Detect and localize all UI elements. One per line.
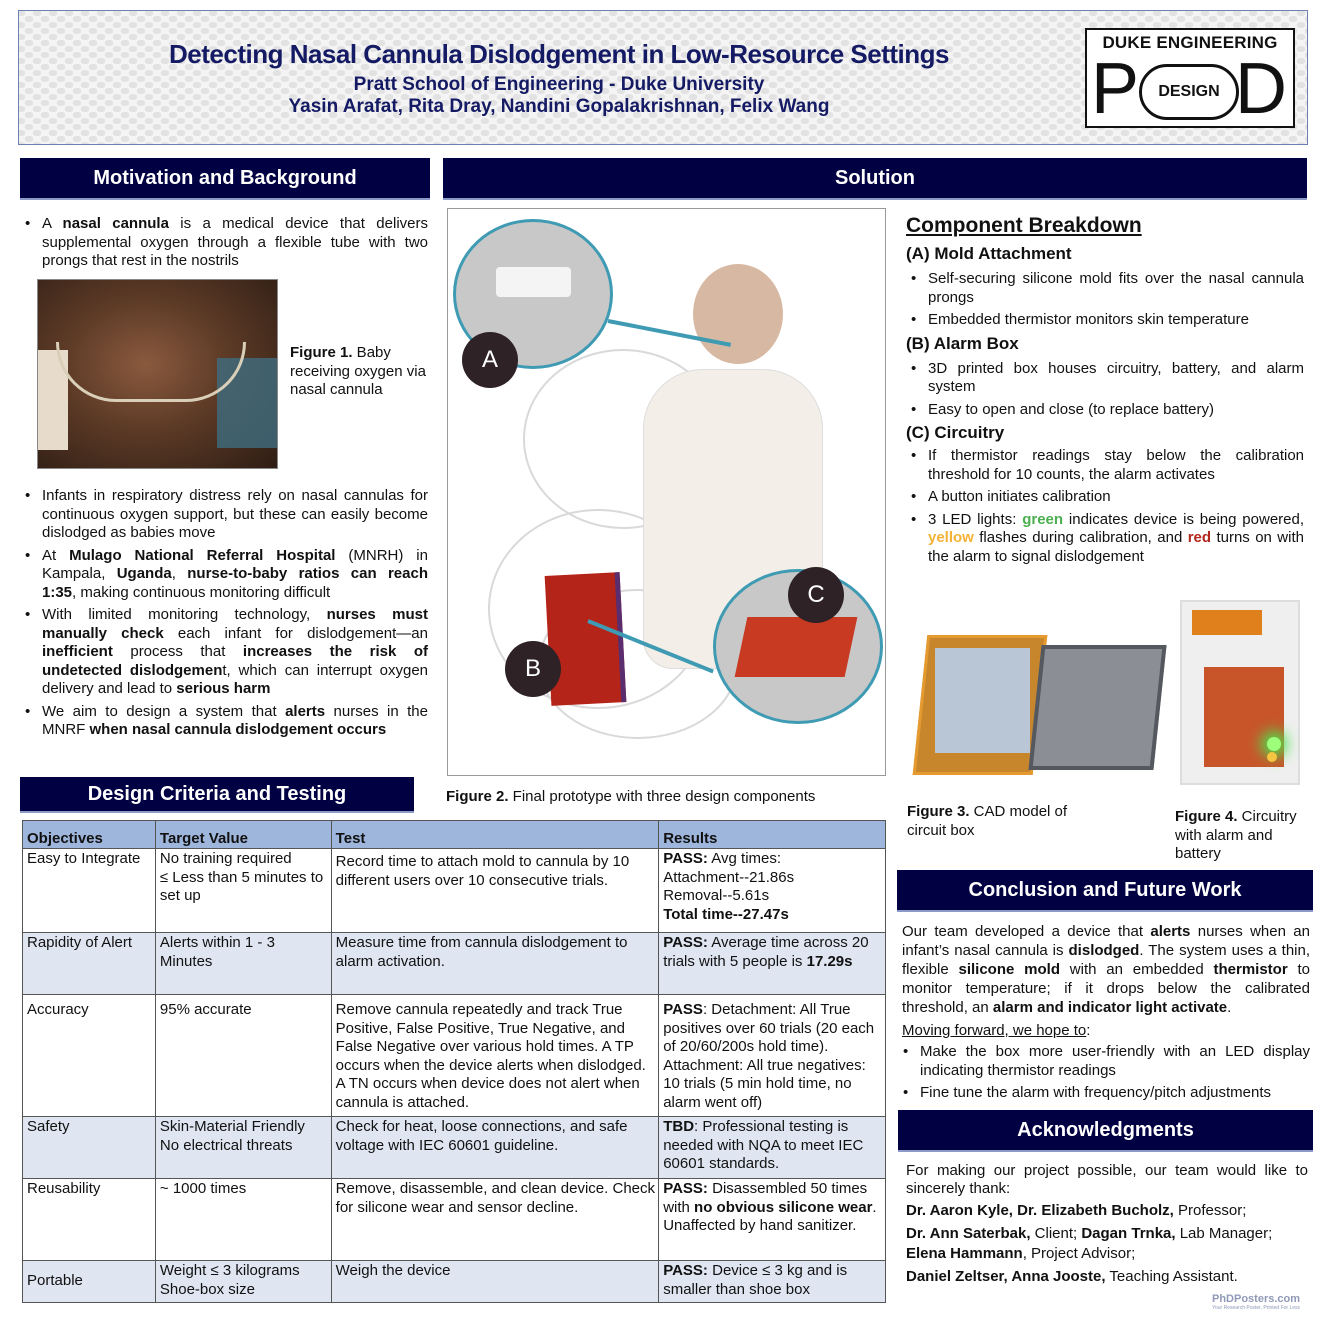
test-cell: Weigh the device xyxy=(331,1261,659,1303)
component-c-items xyxy=(906,447,1304,566)
section-header-conclusion: Conclusion and Future Work xyxy=(897,870,1313,912)
phdposters-logo: PhDPosters.com Your Research Poster, Printed For Less xyxy=(1212,1293,1301,1311)
target-cell: Weight ≤ 3 kilograms Shoe-box size xyxy=(155,1261,331,1303)
cad-model-image xyxy=(905,620,1160,780)
logo-pill: DESIGN xyxy=(1139,64,1239,120)
objective-cell: Reusability xyxy=(23,1179,156,1261)
result-cell: PASS: Device ≤ 3 kg and is smaller than shoe box xyxy=(659,1261,886,1303)
logo-p: P xyxy=(1091,49,1140,129)
list-item: • 3 LED lights: green indicates device is being powered, yellow flashes during calibration, and red turns on with the alarm to signal dislodgement xyxy=(906,511,1304,567)
ack-line: Dr. Aaron Kyle, Dr. Elizabeth Bucholz, Professor; xyxy=(906,1202,1247,1219)
table-row xyxy=(23,1179,886,1261)
logo-text: DUKE ENGINEERING xyxy=(1102,33,1278,52)
section-header-acknowledgments: Acknowledgments xyxy=(898,1110,1313,1152)
test-cell: Remove cannula repeatedly and track True Positive, False Positive, True Negative, and False Negative over various hold times. A TP occurs when the device alerts when dislodged. A TN occurs when device does not alert when cannula is attached. xyxy=(331,995,659,1117)
ack-line: Dr. Ann Saterbak, Client; Dagan Trnka, Lab Manager; xyxy=(906,1225,1273,1242)
target-cell: 95% accurate xyxy=(155,995,331,1117)
circuitry-photo xyxy=(1180,600,1300,785)
component-breakdown-title: Component Breakdown xyxy=(906,214,1142,237)
column-header: Test xyxy=(331,821,659,849)
target-cell: No training required ≤ Less than 5 minutes to set up xyxy=(155,849,331,933)
target-cell: Alerts within 1 - 3 Minutes xyxy=(155,933,331,995)
test-cell: Record time to attach mold to cannula by 10 different users over 10 consecutive trials. xyxy=(331,849,659,933)
figure1-caption: Figure 1. Baby receiving oxygen via nasal cannula xyxy=(290,344,426,398)
list-item: • With limited monitoring technology, nurses must manually check each infant for dislodgement—an inefficient process that increases the risk of undetected dislodgement, which can interrupt oxygen delivery and lead to serious harm xyxy=(20,606,428,699)
motivation-bullets xyxy=(20,487,428,744)
acknowledgments-intro: For making our project possible, our team would like to sincerely thank: xyxy=(906,1162,1308,1197)
table-row xyxy=(23,1261,886,1303)
target-cell: Skin-Material Friendly No electrical threats xyxy=(155,1117,331,1179)
column-header: Objectives xyxy=(23,821,156,849)
column-header: Results xyxy=(659,821,886,849)
component-title: (C) Circuitry xyxy=(906,423,1005,442)
table-row xyxy=(23,933,886,995)
duke-design-pod-logo xyxy=(1085,28,1295,128)
list-item: • A nasal cannula is a medical device that delivers supplemental oxygen through a flexible tube with two prongs that rest in the nostrils xyxy=(20,215,428,271)
title-banner xyxy=(18,10,1308,145)
list-item: • We aim to design a system that alerts nurses in the MNRF when nasal cannula dislodgement occurs xyxy=(20,703,428,740)
table-row xyxy=(23,849,886,933)
affiliation: Pratt School of Engineering - Duke University xyxy=(353,74,765,95)
baby-cannula-photo xyxy=(37,279,278,469)
component-title: (B) Alarm Box xyxy=(906,333,1019,353)
list-item: • Infants in respiratory distress rely on nasal cannulas for continuous oxygen support, but these can easily become dislodged as babies move xyxy=(20,487,428,543)
list-item: • Make the box more user-friendly with an LED display indicating thermistor readings xyxy=(898,1043,1310,1080)
marker-b: B xyxy=(505,641,561,697)
ack-line: Elena Hammann, Project Advisor; xyxy=(906,1245,1136,1262)
list-item: • If thermistor readings stay below the calibration threshold for 10 counts, the alarm activates xyxy=(906,447,1304,484)
component-list xyxy=(906,244,1304,570)
list-item: • 3D printed box houses circuitry, battery, and alarm system xyxy=(906,360,1304,397)
list-item: • At Mulago National Referral Hospital (MNRH) in Kampala, Uganda, nurse-to-baby ratios can reach 1:35, making continuous monitoring difficult xyxy=(20,547,428,603)
list-item: • A button initiates calibration xyxy=(906,488,1304,507)
result-cell: PASS: Avg times: Attachment--21.86s Removal--5.61s Total time--27.47s xyxy=(659,849,886,933)
column-header: Target Value xyxy=(155,821,331,849)
result-cell: TBD: Professional testing is needed with NQA to meet IEC 60601 standards. xyxy=(659,1117,886,1179)
marker-c: C xyxy=(788,567,844,623)
target-cell: ~ 1000 times xyxy=(155,1179,331,1261)
test-cell: Measure time from cannula dislodgement to alarm activation. xyxy=(331,933,659,995)
table-row xyxy=(23,995,886,1117)
component-a-items xyxy=(906,270,1304,330)
conclusion-body: Our team developed a device that alerts nurses when an infant’s nasal cannula is dislodged. The system uses a thin, flexible silicone mold with an embedded thermistor to monitor temperature; if it drops below the calibrated threshold, an alarm and indicator light activate. xyxy=(902,923,1310,1016)
objective-cell: Easy to Integrate xyxy=(23,849,156,933)
result-cell: PASS: Detachment: All True positives over 60 trials (20 each of 20/60/200s hold time). Attachment: All true negatives: 10 trials (5 min hold time, no alarm went off) xyxy=(659,995,886,1117)
result-cell: PASS: Disassembled 50 times with no obvious silicone wear. Unaffected by hand sanitizer. xyxy=(659,1179,886,1261)
future-work-label: Moving forward, we hope to: xyxy=(902,1022,1091,1039)
ack-line: Daniel Zeltser, Anna Jooste, Teaching Assistant. xyxy=(906,1268,1238,1285)
acknowledgments-list xyxy=(906,1201,1308,1287)
section-header-motivation: Motivation and Background xyxy=(20,158,430,200)
section-header-solution: Solution xyxy=(443,158,1307,200)
component-b-items xyxy=(906,360,1304,420)
list-item: • Self-securing silicone mold fits over the nasal cannula prongs xyxy=(906,270,1304,307)
list-item: • Embedded thermistor monitors skin temperature xyxy=(906,311,1304,330)
poster-title: Detecting Nasal Cannula Dislodgement in Low-Resource Settings xyxy=(169,39,949,69)
prototype-photo xyxy=(447,208,886,776)
motivation-intro xyxy=(20,215,428,275)
result-cell: PASS: Average time across 20 trials with 5 people is 17.29s xyxy=(659,933,886,995)
list-item: • Easy to open and close (to replace battery) xyxy=(906,401,1304,420)
logo-d: D xyxy=(1235,49,1287,129)
test-cell: Remove, disassemble, and clean device. Check for silicone wear and sensor decline. xyxy=(331,1179,659,1261)
section-header-criteria: Design Criteria and Testing xyxy=(20,777,414,813)
table-row xyxy=(23,1117,886,1179)
design-criteria-table xyxy=(22,820,886,1303)
table-header-row xyxy=(23,821,886,849)
objective-cell: Accuracy xyxy=(23,995,156,1117)
figure3-caption: Figure 3. CAD model of circuit box xyxy=(907,803,1068,839)
figure2-caption: Figure 2. Final prototype with three design components xyxy=(446,788,816,805)
future-work-list xyxy=(898,1043,1310,1107)
marker-a: A xyxy=(462,332,518,388)
objective-cell: Safety xyxy=(23,1117,156,1179)
figure4-caption: Figure 4. Circuitry with alarm and battery xyxy=(1175,808,1297,862)
component-title: (A) Mold Attachment xyxy=(906,244,1072,263)
alarm-box-photo xyxy=(545,572,627,706)
list-item: • Fine tune the alarm with frequency/pitch adjustments xyxy=(898,1084,1310,1103)
objective-cell: Rapidity of Alert xyxy=(23,933,156,995)
objective-cell: Portable xyxy=(23,1261,156,1303)
authors: Yasin Arafat, Rita Dray, Nandini Gopalakrishnan, Felix Wang xyxy=(288,96,830,117)
test-cell: Check for heat, loose connections, and safe voltage with IEC 60601 guideline. xyxy=(331,1117,659,1179)
